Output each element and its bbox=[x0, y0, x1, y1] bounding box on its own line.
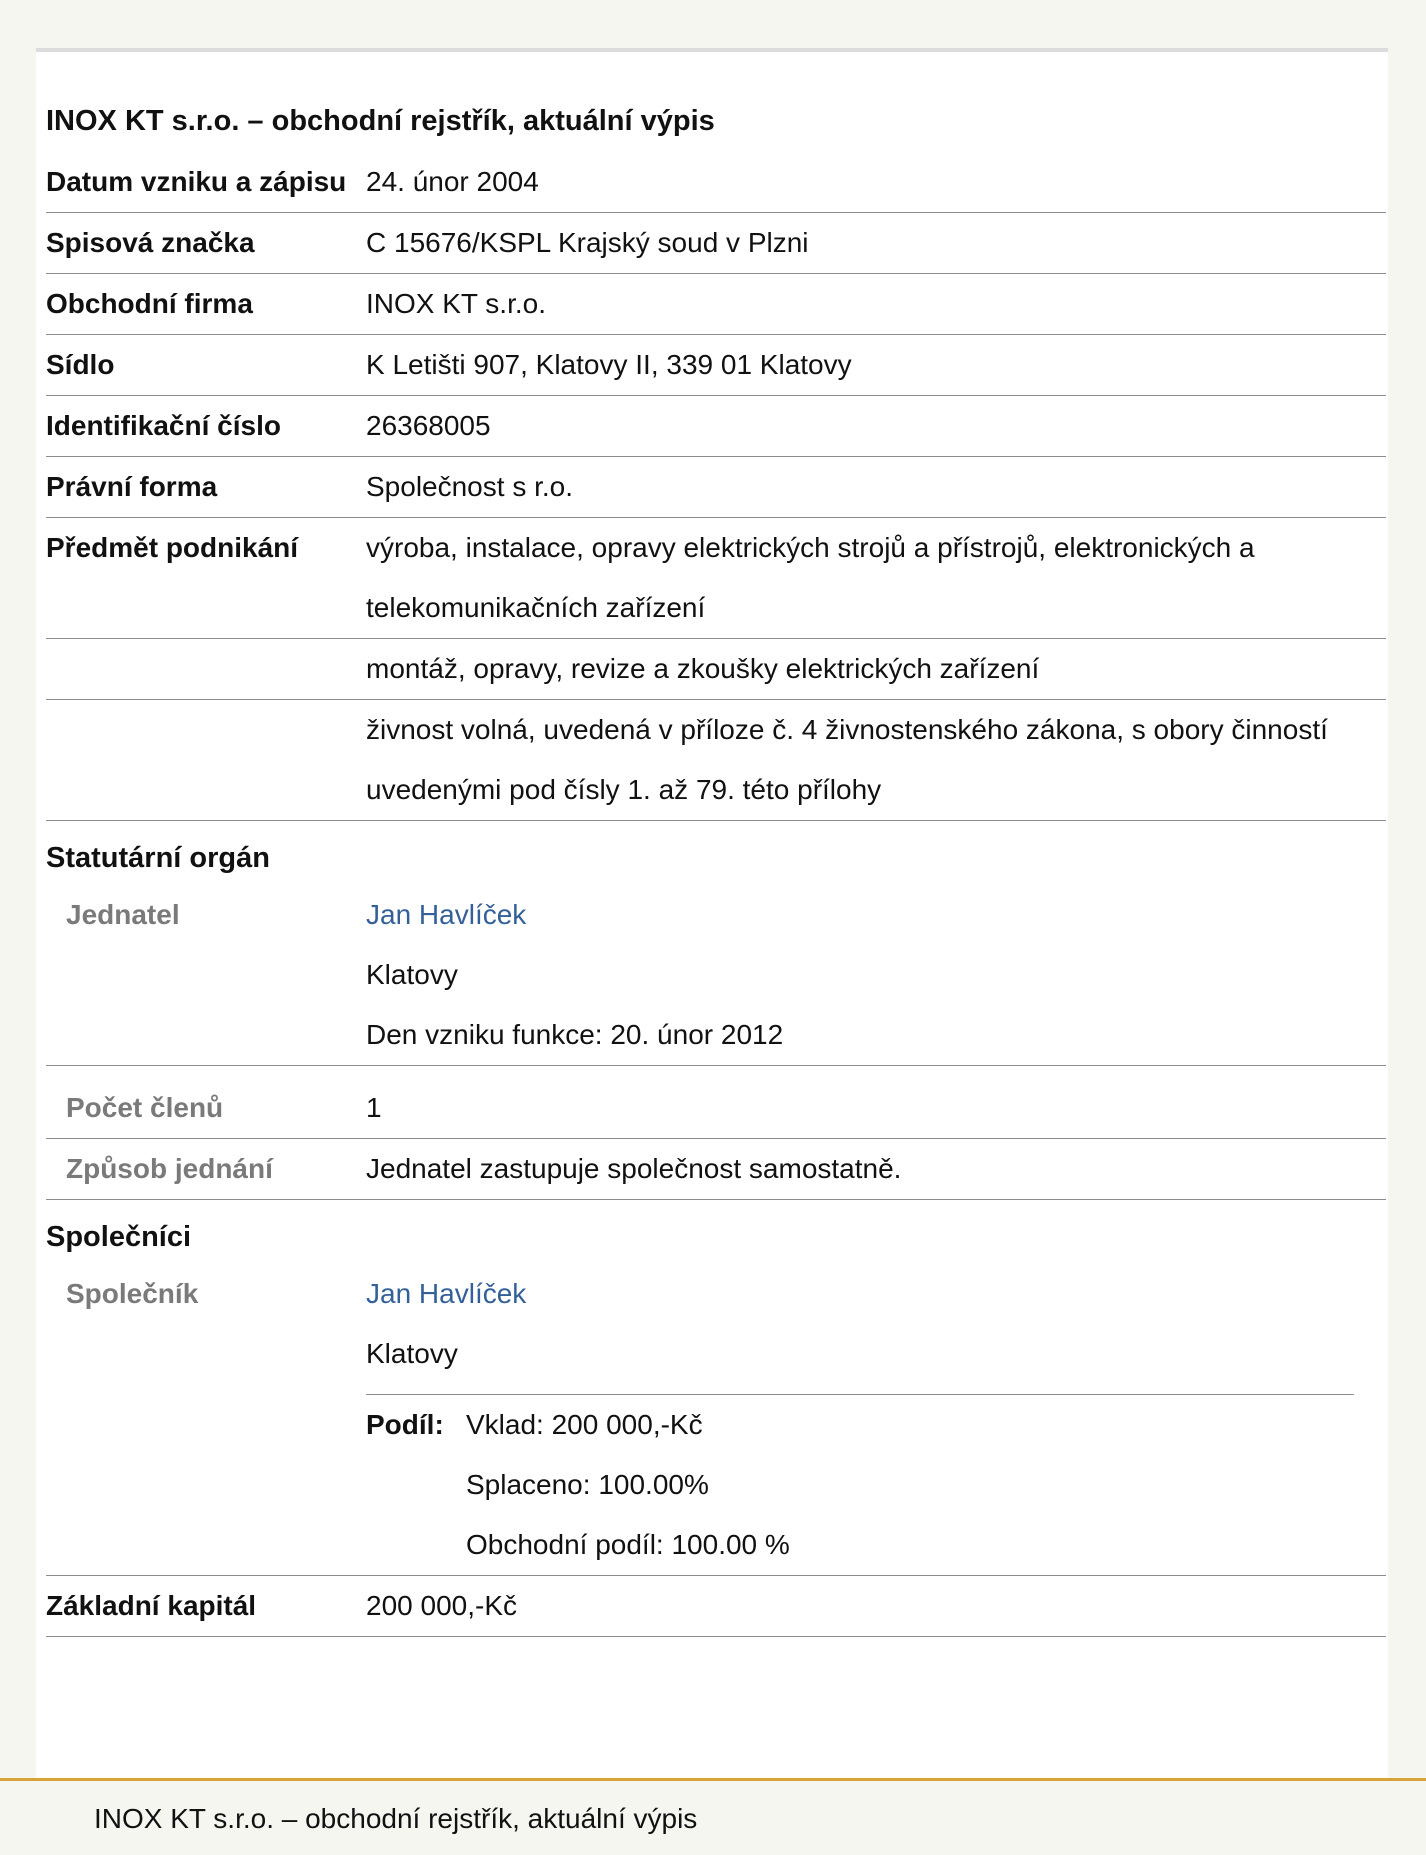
label-jednatel: Jednatel bbox=[46, 885, 366, 1066]
footer-text: INOX KT s.r.o. – obchodní rejstřík, aktuální výpis bbox=[94, 1803, 698, 1834]
row-firma bbox=[46, 274, 1386, 335]
register-table bbox=[46, 152, 1386, 1637]
register-card bbox=[36, 48, 1388, 1780]
row-predmet-1 bbox=[46, 518, 1386, 639]
podil-label: Podíl: bbox=[366, 1409, 444, 1440]
value-spis: C 15676/KSPL Krajský soud v Plzni bbox=[366, 213, 1386, 274]
podil-splaceno: Splaceno: 100.00% bbox=[466, 1469, 709, 1500]
label-predmet: Předmět podnikání bbox=[46, 518, 366, 639]
label-empty bbox=[46, 700, 366, 821]
section-statutarni bbox=[46, 821, 1386, 886]
label-ico: Identifikační číslo bbox=[46, 396, 366, 457]
podil-obchodni: Obchodní podíl: 100.00 % bbox=[466, 1529, 790, 1560]
value-spolecnik bbox=[366, 1264, 1386, 1576]
value-predmet-2: montáž, opravy, revize a zkoušky elektrických zařízení bbox=[366, 639, 1386, 700]
podil-block bbox=[366, 1394, 1354, 1575]
value-kapital: 200 000,-Kč bbox=[366, 1576, 1386, 1637]
section-spolecnici bbox=[46, 1200, 1386, 1265]
value-zpusob: Jednatel zastupuje společnost samostatně. bbox=[366, 1139, 1386, 1200]
register-content bbox=[46, 96, 1386, 1637]
label-spis: Spisová značka bbox=[46, 213, 366, 274]
row-forma bbox=[46, 457, 1386, 518]
podil-details bbox=[466, 1395, 790, 1575]
spolecnik-name-link[interactable]: Jan Havlíček bbox=[366, 1278, 527, 1309]
row-spolecnik bbox=[46, 1264, 1386, 1576]
value-forma: Společnost s r.o. bbox=[366, 457, 1386, 518]
section-heading-spolecnici: Společníci bbox=[46, 1221, 192, 1253]
row-jednatel bbox=[46, 885, 1386, 1066]
jednatel-city: Klatovy bbox=[366, 959, 458, 990]
footer bbox=[0, 1778, 1426, 1855]
jednatel-name-link[interactable]: Jan Havlíček bbox=[366, 899, 527, 930]
value-ico: 26368005 bbox=[366, 396, 1386, 457]
row-ico bbox=[46, 396, 1386, 457]
value-firma: INOX KT s.r.o. bbox=[366, 274, 1386, 335]
value-jednatel bbox=[366, 885, 1386, 1066]
row-predmet-2 bbox=[46, 639, 1386, 700]
page-title: INOX KT s.r.o. – obchodní rejstřík, aktuální výpis bbox=[46, 105, 715, 137]
label-forma: Právní forma bbox=[46, 457, 366, 518]
jednatel-since: Den vzniku funkce: 20. únor 2012 bbox=[366, 1019, 784, 1050]
row-pocet bbox=[46, 1066, 1386, 1139]
label-pocet: Počet členů bbox=[46, 1066, 366, 1139]
podil-vklad: Vklad: 200 000,-Kč bbox=[466, 1409, 703, 1440]
label-empty bbox=[46, 639, 366, 700]
label-sidlo: Sídlo bbox=[46, 335, 366, 396]
value-predmet-3: živnost volná, uvedená v příloze č. 4 živnostenského zákona, s obory činností uvedenými pod čísly 1. až 79. této přílohy bbox=[366, 700, 1386, 821]
row-kapital bbox=[46, 1576, 1386, 1637]
label-datum: Datum vzniku a zápisu bbox=[46, 152, 366, 213]
row-predmet-3 bbox=[46, 700, 1386, 821]
value-sidlo: K Letišti 907, Klatovy II, 339 01 Klatovy bbox=[366, 335, 1386, 396]
row-datum bbox=[46, 152, 1386, 213]
value-datum: 24. únor 2004 bbox=[366, 152, 1386, 213]
label-spolecnik: Společník bbox=[46, 1264, 366, 1576]
row-sidlo bbox=[46, 335, 1386, 396]
value-pocet: 1 bbox=[366, 1066, 1386, 1139]
value-predmet-1: výroba, instalace, opravy elektrických strojů a přístrojů, elektronických a telekomunikačních zařízení bbox=[366, 518, 1386, 639]
label-kapital: Základní kapitál bbox=[46, 1576, 366, 1637]
section-heading-statutarni: Statutární orgán bbox=[46, 842, 270, 874]
row-spis bbox=[46, 213, 1386, 274]
spolecnik-city: Klatovy bbox=[366, 1338, 458, 1369]
row-zpusob bbox=[46, 1139, 1386, 1200]
label-zpusob: Způsob jednání bbox=[46, 1139, 366, 1200]
label-firma: Obchodní firma bbox=[46, 274, 366, 335]
